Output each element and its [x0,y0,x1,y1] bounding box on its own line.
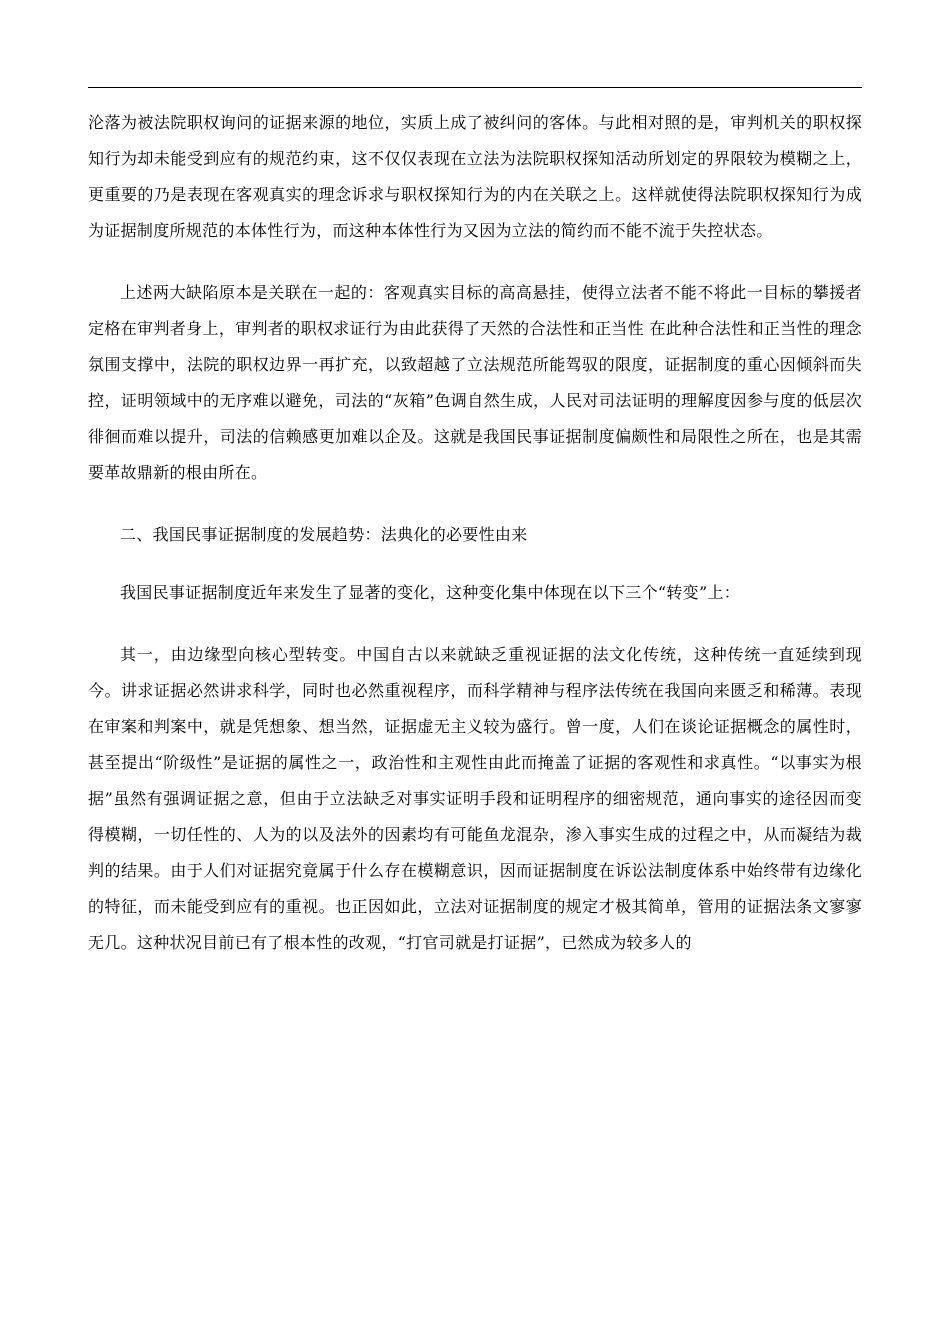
paragraph-three-changes: 我国民事证据制度近年来发生了显著的变化，这种变化集中体现在以下三个“转变”上： [120,583,741,602]
section-heading: 二、我国民事证据制度的发展趋势：法典化的必要性由来 [120,525,528,544]
paragraph-first-change: 其一，由边缘型向核心型转变。中国自古以来就缺乏重视证据的法文化传统，这种传统一直延续到现今。讲求证据必然讲求科学，同时也必然重视程序，而科学精神与程序法传统在我国向来匮乏和稀薄。表现在审案和判案中，就是凭想象、想当然，证据虚无主义较为盛行。曾一度，人们在谈论证据概念的属性时，甚至提出“阶级性”是证据的属性之一，政治性和主观性由此而掩盖了证据的客观性和求真性。“以事实为根据”虽然有强调证据之意，但由于立法缺乏对事实证明手段和证明程序的细密规范，通向事实的途径因而变得模糊，一切任性的、人为的以及法外的因素均有可能鱼龙混杂，渗入事实生成的过程之中，从而凝结为裁判的结果。由于人们对证据究竟属于什么存在模糊意识，因而证据制度在诉讼法制度体系中始终带有边缘化的特征，而未能受到应有的重视。也正因如此，立法对证据制度的规定才极其简单，管用的证据法条文寥寥无几。这种状况目前已有了根本性的改观，“打官司就是打证据”，已然成为较多人的 [88,645,862,952]
paragraph-gap [88,553,862,575]
paragraph-continuation: 沦落为被法院职权询问的证据来源的地位，实质上成了被纠问的客体。与此相对照的是，审判机关的职权探知行为却未能受到应有的规范约束，这不仅仅表现在立法为法院职权探知活动所划定的界限较为模糊之上，更重要的乃是表现在客观真实的理念诉求与职权探知行为的内在关联之上。这样就使得法院职权探知行为成为证据制度所规范的本体性行为，而这种本体性行为又因为立法的简约而不能不流于失控状态。 [88,113,862,240]
paragraph-two-defects: 上述两大缺陷原本是关联在一起的：客观真实目标的高高悬挂，使得立法者不能不将此一目标的攀援者定格在审判者身上，审判者的职权求证行为由此获得了天然的合法性和正当性 在此种合法性和正当性的理念氛围支撑中，法院的职权边界一再扩充，以致超越了立法规范所能驾驭的限度，证据制度的重心因倾斜而失控，证明领域中的无序难以避免，司法的“灰箱”色调自然生成，人民对司法证明的理解度因参与度的低层次徘徊而难以提升，司法的信赖感更加难以企及。这就是我国民事证据制度偏颇性和局限性之所在，也是其需要革故鼎新的根由所在。 [88,283,862,482]
header-rule [88,87,862,88]
document-body [88,105,862,961]
paragraph-gap [88,611,862,637]
paragraph-gap [88,491,862,517]
paragraph-gap [88,249,862,275]
